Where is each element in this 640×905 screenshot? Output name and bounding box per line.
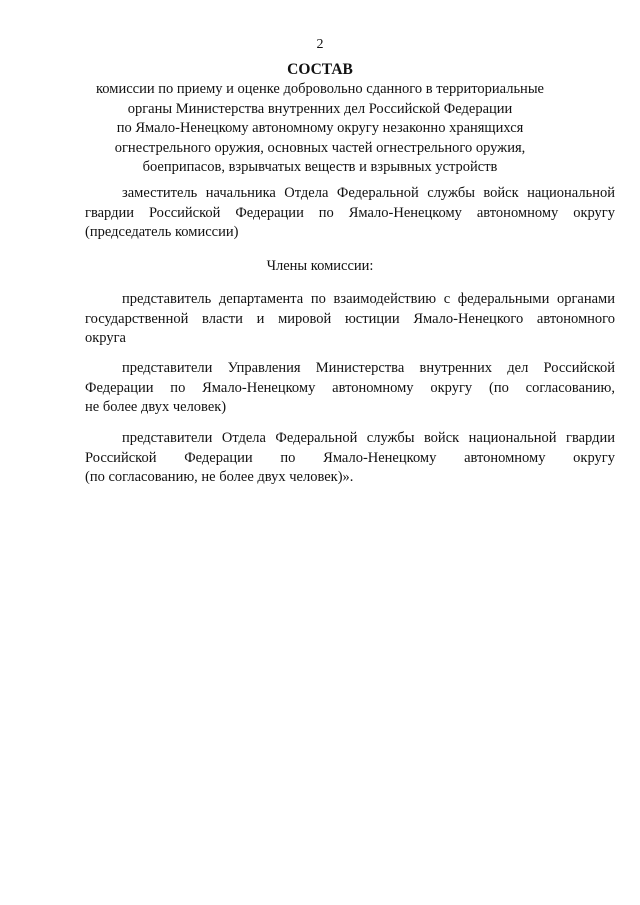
- subtitle-line: огнестрельного оружия, основных частей огнестрельного оружия,: [114, 139, 526, 156]
- paragraph-line: заместитель начальника Отдела Федеральной службы войск национальной: [122, 185, 615, 201]
- paragraph-line: (по согласованию, не более двух человек)».: [85, 469, 354, 486]
- paragraph-line: не более двух человек): [85, 399, 227, 416]
- paragraph-line: Федерации по Ямало-Ненецкому автономному округу (по согласованию,: [85, 379, 615, 396]
- paragraph-line: (председатель комиссии): [85, 224, 239, 241]
- member-paragraph-1: [85, 290, 615, 349]
- paragraph-line: представители Отдела Федеральной службы войск национальной гвардии: [122, 430, 615, 446]
- document-subtitle: [0, 80, 640, 178]
- page-number: 2: [316, 37, 324, 52]
- members-heading: Члены комиссии:: [266, 258, 374, 274]
- member-paragraph-2: [85, 359, 615, 418]
- subtitle-line: органы Министерства внутренних дел Российской Федерации: [127, 100, 513, 117]
- chairman-paragraph: [85, 184, 615, 243]
- paragraph-line: гвардии Российской Федерации по Ямало-Ненецкому автономному округу: [85, 204, 615, 221]
- subtitle-line: комиссии по приему и оценке добровольно сданного в территориальные: [96, 81, 544, 97]
- document-title: СОСТАВ: [287, 61, 353, 78]
- paragraph-line: округа: [85, 330, 126, 347]
- subtitle-line: по Ямало-Ненецкому автономному округу незаконно хранящихся: [116, 120, 524, 137]
- paragraph-line: представитель департамента по взаимодействию с федеральными органами: [122, 291, 615, 307]
- member-paragraph-3: [85, 429, 615, 488]
- paragraph-line: Российской Федерации по Ямало-Ненецкому автономному округу: [85, 449, 615, 466]
- subtitle-line: боеприпасов, взрывчатых веществ и взрывных устройств: [142, 159, 498, 176]
- paragraph-line: государственной власти и мировой юстиции Ямало-Ненецкого автономного: [85, 310, 615, 327]
- paragraph-line: представители Управления Министерства внутренних дел Российской: [122, 360, 615, 376]
